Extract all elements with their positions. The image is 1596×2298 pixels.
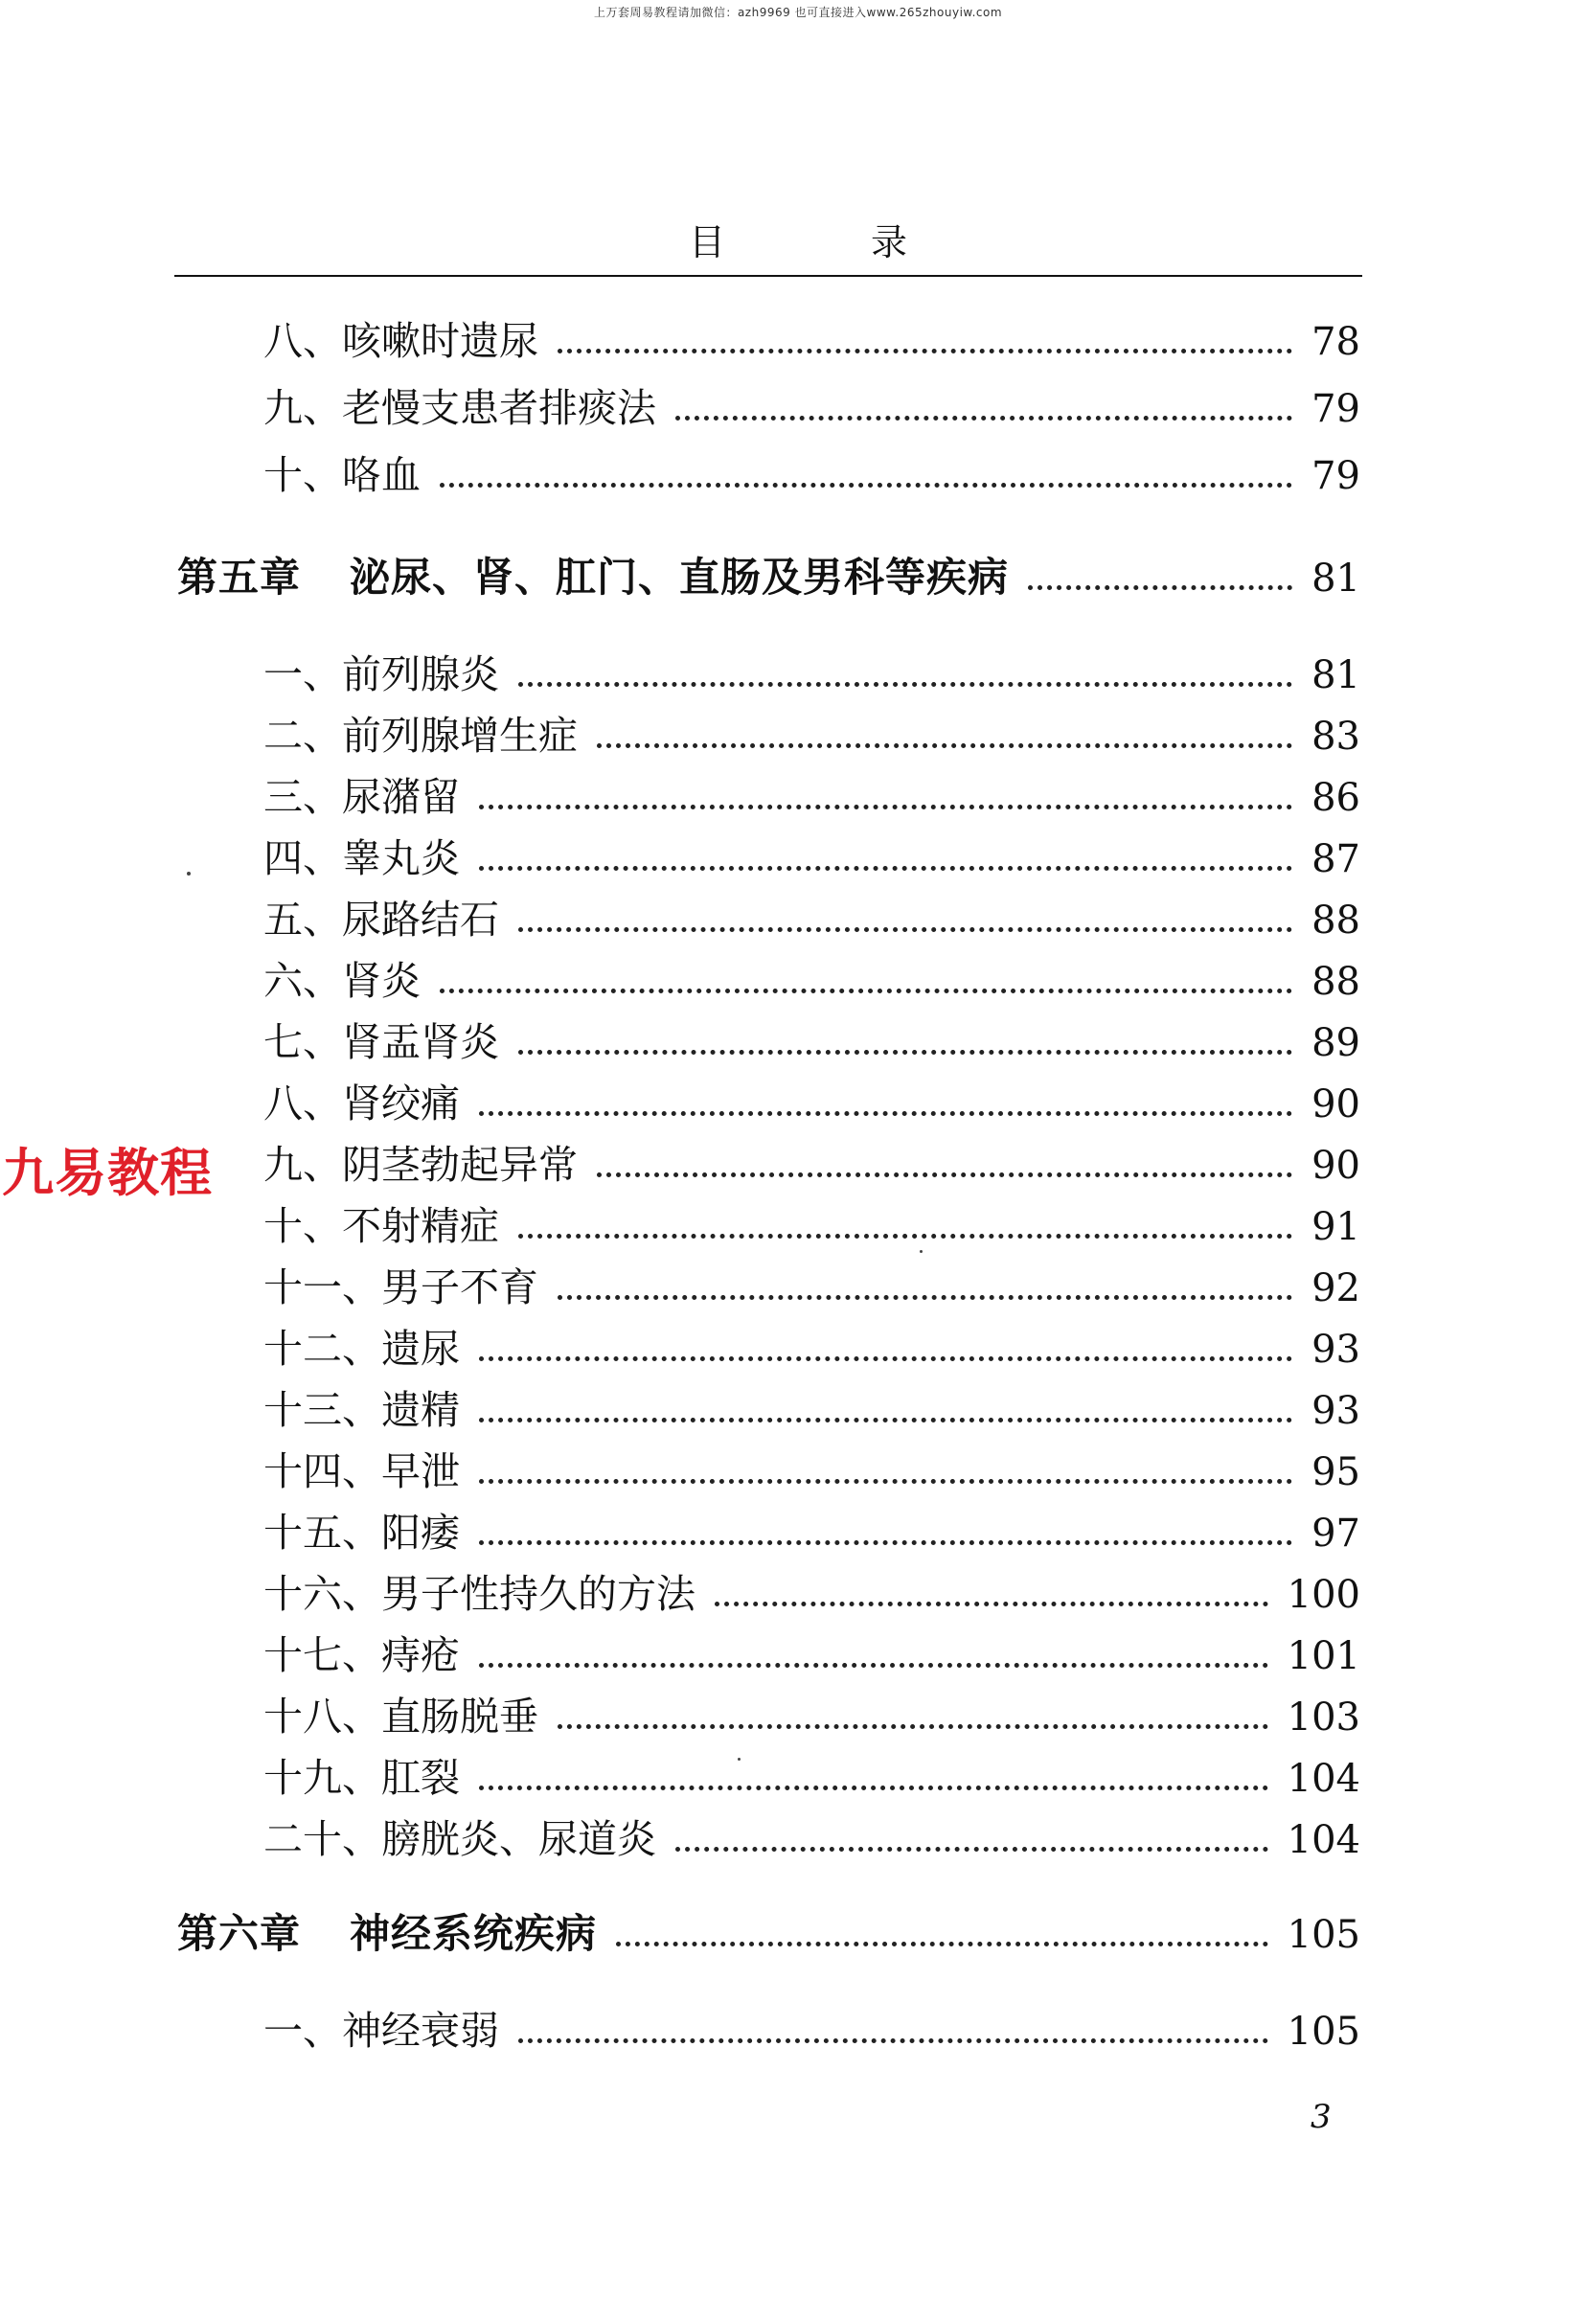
toc-entry-page: 90 [1311, 1144, 1360, 1188]
toc-entry[interactable] [263, 2008, 1360, 2054]
toc-entry-label: 九、阴茎勃起异常 [263, 1142, 578, 1188]
leader-dots [479, 805, 1292, 809]
toc-entry-page: 100 [1287, 1573, 1360, 1617]
toc-entry-label: 八、肾绞痛 [263, 1081, 460, 1126]
toc-entry-page: 79 [1311, 387, 1360, 431]
leader-dots [518, 1050, 1292, 1055]
toc-entry-page: 86 [1311, 776, 1360, 820]
leader-dots [479, 1111, 1292, 1116]
toc-entry[interactable] [263, 1019, 1360, 1065]
toc-entry-label: 六、肾炎 [263, 958, 421, 1004]
toc-entry-page: 104 [1287, 1818, 1360, 1862]
toc-entry[interactable] [263, 1632, 1360, 1678]
toc-entry-label: 十三、遗精 [263, 1387, 460, 1433]
toc-entry-page: 81 [1311, 653, 1360, 697]
toc-entry-page: 89 [1311, 1021, 1360, 1065]
leader-dots [479, 1786, 1268, 1790]
scan-speck [920, 1250, 923, 1253]
toc-chapter-label [177, 554, 1010, 601]
toc-entry-label: 十九、肛裂 [263, 1755, 460, 1801]
toc-entry-label: 二十、膀胱炎、尿道炎 [263, 1816, 656, 1862]
toc-entry-label: 十六、男子性持久的方法 [263, 1571, 695, 1617]
toc-entry-label: 十二、遗尿 [263, 1326, 460, 1372]
toc-entry[interactable] [263, 1326, 1360, 1372]
toc-entry-label: 十八、直肠脱垂 [263, 1694, 538, 1740]
toc-entry[interactable] [263, 835, 1360, 881]
toc-entry-page: 90 [1311, 1082, 1360, 1126]
chapter-number: 第六章 [177, 1910, 302, 1957]
leader-dots [558, 1724, 1268, 1729]
leader-dots [518, 2038, 1268, 2043]
leader-dots [518, 1234, 1292, 1239]
leader-dots [479, 1540, 1292, 1545]
toc-entry-page: 88 [1311, 960, 1360, 1004]
toc-chapter[interactable] [177, 554, 1360, 601]
toc-entry-page: 81 [1311, 557, 1360, 601]
toc-entry[interactable] [263, 1510, 1360, 1556]
leader-dots [479, 1418, 1292, 1422]
toc-entry-page: 105 [1287, 2010, 1360, 2054]
leader-dots [479, 866, 1292, 871]
leader-dots [440, 989, 1292, 993]
toc-entry[interactable] [263, 318, 1360, 364]
toc-entry-page: 91 [1311, 1205, 1360, 1249]
toc-entry-label: 三、尿潴留 [263, 774, 460, 820]
toc-entry[interactable] [263, 1081, 1360, 1126]
leader-dots [597, 743, 1292, 748]
leader-dots [479, 1663, 1268, 1668]
scan-speck [187, 872, 191, 876]
leader-dots [558, 349, 1292, 353]
page-title: 目 录 [688, 221, 975, 263]
toc-entry[interactable] [263, 897, 1360, 943]
toc-entry-label: 八、咳嗽时遗尿 [263, 318, 538, 364]
toc-entry[interactable] [263, 385, 1360, 431]
toc-chapter[interactable] [177, 1910, 1360, 1957]
toc-entry-page: 83 [1311, 715, 1360, 759]
leader-dots [440, 483, 1292, 488]
toc-entry-page: 78 [1311, 320, 1360, 364]
toc-entry-label: 五、尿路结石 [263, 897, 499, 943]
leader-dots [715, 1602, 1268, 1606]
leader-dots [1028, 585, 1292, 590]
toc-entry-page: 97 [1311, 1512, 1360, 1556]
top-note: 上万套周易教程请加微信：azh9969 也可直接进入www.265zhouyiw.com [593, 6, 1003, 19]
toc-entry-label: 二、前列腺增生症 [263, 713, 578, 759]
toc-entry-label: 一、前列腺炎 [263, 651, 499, 697]
toc-entry-label: 四、睾丸炎 [263, 835, 460, 881]
leader-dots [479, 1479, 1292, 1484]
leader-dots [518, 682, 1292, 687]
toc-entry[interactable] [263, 1694, 1360, 1740]
toc-entry-page: 88 [1311, 899, 1360, 943]
leader-dots [675, 1847, 1268, 1852]
toc-entry[interactable] [263, 958, 1360, 1004]
toc-entry-page: 95 [1311, 1450, 1360, 1494]
toc-entry[interactable] [263, 1142, 1360, 1188]
toc-entry-page: 93 [1311, 1328, 1360, 1372]
scan-speck [738, 1758, 741, 1761]
toc-entry-page: 87 [1311, 837, 1360, 881]
toc-entry[interactable] [263, 1448, 1360, 1494]
toc-entry[interactable] [263, 1264, 1360, 1310]
leader-dots [675, 416, 1292, 421]
toc-entry-page: 103 [1287, 1695, 1360, 1740]
toc-entry-page: 105 [1287, 1913, 1360, 1957]
leader-dots [479, 1356, 1292, 1361]
leader-dots [597, 1172, 1292, 1177]
toc-entry[interactable] [263, 1571, 1360, 1617]
toc-entry-label: 七、肾盂肾炎 [263, 1019, 499, 1065]
toc-entry-label: 十一、男子不育 [263, 1264, 538, 1310]
leader-dots [558, 1295, 1292, 1300]
chapter-title: 泌尿、肾、肛门、直肠及男科等疾病 [350, 554, 1010, 601]
toc-entry-label: 十、不射精症 [263, 1203, 499, 1249]
page-number: 3 [1311, 2098, 1332, 2136]
toc-entry[interactable] [263, 1203, 1360, 1249]
toc-entry[interactable] [263, 774, 1360, 820]
toc-entry-label: 一、神经衰弱 [263, 2008, 499, 2054]
toc-entry-page: 93 [1311, 1389, 1360, 1433]
toc-entry[interactable] [263, 452, 1360, 498]
toc-entry[interactable] [263, 1755, 1360, 1801]
toc-entry-label: 十、咯血 [263, 452, 421, 498]
watermark-logo: 九易教程 [2, 1143, 213, 1203]
leader-dots [616, 1942, 1268, 1946]
toc-entry[interactable] [263, 651, 1360, 697]
toc-entry-page: 92 [1311, 1266, 1360, 1310]
toc-entry-label: 十四、早泄 [263, 1448, 460, 1494]
toc-entry-label: 十七、痔疮 [263, 1632, 460, 1678]
toc-entry[interactable] [263, 1387, 1360, 1433]
toc-entry-page: 104 [1287, 1757, 1360, 1801]
toc-entry-label: 九、老慢支患者排痰法 [263, 385, 656, 431]
toc-entry[interactable] [263, 1816, 1360, 1862]
toc-entry[interactable] [263, 713, 1360, 759]
toc-chapter-label [177, 1910, 598, 1957]
header-rule [174, 275, 1362, 277]
toc-entry-page: 101 [1287, 1634, 1360, 1678]
toc-entry-page: 79 [1311, 454, 1360, 498]
leader-dots [518, 927, 1292, 932]
chapter-number: 第五章 [177, 554, 302, 601]
chapter-title: 神经系统疾病 [350, 1910, 598, 1957]
toc-entry-label: 十五、阳痿 [263, 1510, 460, 1556]
